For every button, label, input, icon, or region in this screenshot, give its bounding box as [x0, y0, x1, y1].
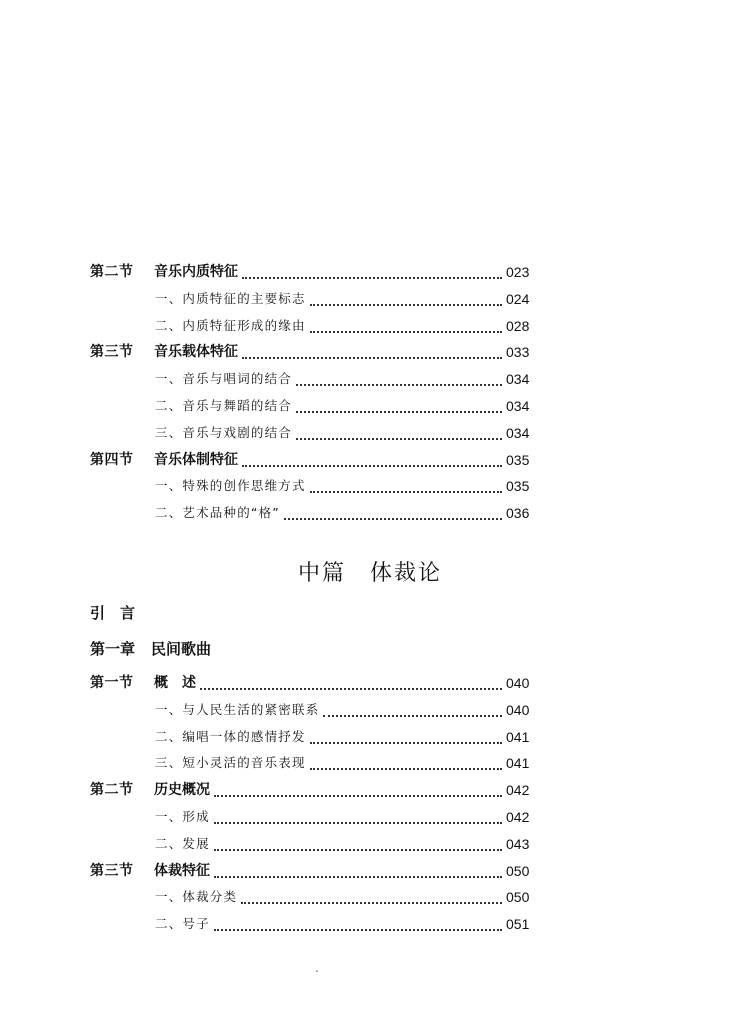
toc-item-row: [0, 724, 730, 750]
toc-page-number: 041: [506, 755, 530, 772]
toc-item-row: [0, 804, 730, 830]
toc-dot-leader: [323, 713, 502, 717]
toc-page-number: 035: [506, 478, 530, 495]
toc-page-number: 050: [506, 862, 530, 879]
part-name: 体裁论: [370, 561, 443, 586]
toc-section-row: [0, 259, 730, 285]
toc-dot-leader: [310, 329, 502, 333]
toc-entry-title: 一、音乐与唱词的结合: [155, 371, 293, 387]
toc-item-row: [0, 500, 730, 526]
toc-item-row: [0, 366, 730, 392]
toc-entry-title: 一、特殊的创作思维方式: [155, 478, 306, 494]
toc-item-row: [0, 286, 730, 312]
toc-entry-title: 音乐体制特征: [154, 451, 238, 468]
toc-entry-title: 音乐内质特征: [154, 264, 238, 280]
toc-page-number: 051: [506, 916, 530, 933]
part-label: 中篇: [297, 561, 346, 586]
toc-entry-title: 二、音乐与舞蹈的结合: [155, 398, 293, 413]
toc-dot-leader: [214, 847, 502, 851]
toc-section-row: [0, 447, 730, 473]
toc-item-row: [0, 911, 730, 937]
part-title: [0, 556, 730, 587]
toc-dot-leader: [242, 275, 502, 279]
chapter-label: 第一章: [90, 640, 136, 658]
toc-dot-leader: [296, 436, 502, 440]
toc-item-row: [0, 697, 730, 723]
toc-entry-title: 一、内质特征的主要标志: [155, 290, 306, 306]
toc-page-number: 035: [506, 451, 530, 468]
toc-item-row: [0, 393, 730, 419]
toc-dot-leader: [310, 489, 502, 493]
toc-dot-leader: [310, 766, 502, 770]
toc-item-row: [0, 750, 730, 776]
toc-page-number: 036: [506, 505, 530, 522]
toc-page-number: 033: [506, 344, 530, 361]
toc-entry-title: 三、短小灵活的音乐表现: [155, 755, 306, 771]
toc-entry-title: 历史概况: [154, 782, 210, 799]
toc-entry-title: 二、编唱一体的感情抒发: [155, 728, 306, 744]
toc-entry-title: 二、号子: [155, 916, 210, 932]
toc-page-number: 034: [506, 398, 530, 414]
page-dot: [316, 970, 318, 972]
toc-page-number: 050: [506, 889, 530, 906]
chapter-title: 民间歌曲: [151, 640, 212, 658]
toc-dot-leader: [214, 820, 502, 824]
toc-page-number: 028: [506, 317, 530, 334]
toc-dot-leader: [296, 409, 502, 413]
toc-dot-leader: [242, 463, 502, 467]
toc-entry-title: 体裁特征: [154, 862, 210, 879]
toc-item-row: [0, 420, 730, 446]
toc-entry-title: 概 述: [154, 675, 196, 691]
toc-page-number: 040: [506, 701, 530, 718]
toc-entry-title: 音乐载体特征: [154, 344, 238, 361]
toc-section-label: 第二节: [90, 782, 134, 799]
toc-dot-leader: [296, 382, 502, 386]
toc-section-row: [0, 339, 730, 365]
toc-entry-title: 二、艺术品种的“格”: [155, 505, 280, 521]
toc-item-row: [0, 313, 730, 339]
toc-section-row: [0, 670, 730, 696]
toc-page-number: 034: [506, 424, 530, 441]
toc-entry-title: 二、发展: [155, 835, 210, 851]
toc-dot-leader: [242, 355, 502, 359]
toc-entry-title: 一、体裁分类: [155, 889, 238, 905]
toc-section-row: [0, 858, 730, 884]
toc-dot-leader: [214, 927, 502, 931]
intro-heading: 引 言: [90, 604, 136, 622]
toc-entry-title: 三、音乐与戏剧的结合: [155, 424, 293, 440]
chapter-heading: [90, 638, 211, 659]
toc-section-row: [0, 777, 730, 803]
toc-dot-leader: [214, 793, 502, 797]
toc-entry-title: 一、与人民生活的紧密联系: [155, 701, 320, 717]
toc-page-number: 041: [506, 728, 530, 745]
toc-entry-title: 二、内质特征形成的缘由: [155, 317, 306, 333]
toc-item-row: [0, 473, 730, 499]
toc-section-label: 第三节: [90, 344, 134, 361]
toc-page-number: 042: [506, 809, 530, 825]
toc-section-label: 第一节: [90, 675, 134, 691]
toc-item-row: [0, 831, 730, 857]
toc-page-number: 023: [506, 264, 530, 280]
toc-dot-leader: [310, 302, 502, 306]
toc-section-label: 第四节: [90, 451, 134, 468]
toc-dot-leader: [200, 686, 502, 690]
toc-page-number: 040: [506, 675, 530, 691]
toc-dot-leader: [310, 740, 502, 744]
toc-page-number: 034: [506, 371, 530, 388]
toc-item-row: [0, 884, 730, 910]
toc-page-number: 024: [506, 290, 530, 307]
toc-section-label: 第二节: [90, 264, 134, 280]
toc-page-number: 043: [506, 835, 530, 852]
toc-dot-leader: [241, 900, 502, 904]
toc-entry-title: 一、形成: [155, 809, 210, 824]
toc-section-label: 第三节: [90, 862, 134, 879]
toc-dot-leader: [214, 874, 502, 878]
toc-page-number: 042: [506, 782, 530, 799]
toc-dot-leader: [284, 516, 502, 520]
